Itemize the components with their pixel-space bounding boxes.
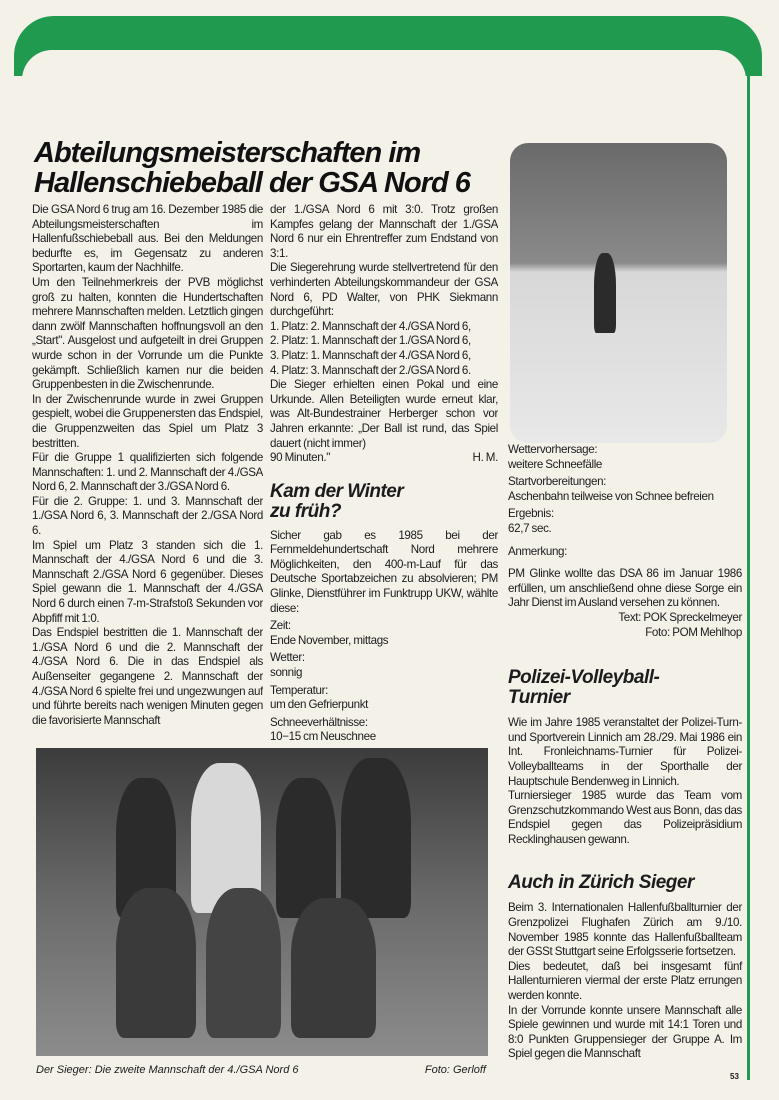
- fact-label: Schneeverhältnisse:: [270, 715, 368, 729]
- runner-figure: [594, 253, 616, 333]
- paragraph: Sicher gab es 1985 bei der Fernmeldehundertschaft Nord mehrere Möglichkeiten, den 400-m-Lauf für das Deutsche Sportabzeichen zu absolvieren; PM Glinke, Dienstführer im Funktrupp UKW, wählte diese:: [270, 528, 498, 615]
- fact-value: 62,7 sec.: [508, 521, 552, 535]
- paragraph: Beim 3. Internationalen Hallenfußballturnier der Grenzpolizei Flughafen Zürich am 9./10. November 1985 konnte das Hallenfußballteam der GSSt Stuttgart seine Erfolgsserie fortsetzen.: [508, 901, 742, 959]
- placing: 3. Platz: 1. Mannschaft der 4./GSA Nord 6,: [270, 348, 471, 362]
- placing: 4. Platz: 3. Mannschaft der 2./GSA Nord 6.: [270, 363, 471, 377]
- article3-title: [508, 668, 742, 708]
- remark-label: Anmerkung:: [508, 544, 568, 558]
- paragraph: Für die 2. Gruppe: 1. und 3. Mannschaft der 1./GSA Nord 6, 3. Mannschaft der 2./GSA Nord 6.: [32, 494, 263, 538]
- column2: [270, 203, 498, 746]
- page-number: 53: [730, 1072, 739, 1081]
- column3: [508, 440, 742, 1062]
- player-figure: [276, 778, 336, 918]
- fact-value: Aschenbahn teilweise von Schnee befreien: [508, 489, 714, 503]
- green-margin-rule: [747, 60, 750, 1080]
- team-photo: [36, 748, 488, 1056]
- fact-label: Startvorbereitungen:: [508, 475, 607, 489]
- article1-column1: [32, 203, 263, 746]
- title-line: Abteilungsmeisterschaften im: [34, 137, 421, 169]
- fact-value: um den Gefrierpunkt: [270, 698, 369, 712]
- article2-title: [270, 482, 498, 522]
- fact-value: sonnig: [270, 666, 303, 680]
- article4-title: Auch in Zürich Sieger: [508, 872, 694, 894]
- fact-label: Wettervorhersage:: [508, 443, 598, 456]
- fact-label: Wetter:: [270, 651, 305, 665]
- photo-credit: Foto: Gerloff: [424, 1064, 486, 1076]
- caption-text: Der Sieger: Die zweite Mannschaft der 4./GSA Nord 6: [36, 1064, 299, 1076]
- paragraph: Die Sieger erhielten einen Pokal und eine Urkunde. Allen Beteiligten wurde erneut klar, was Alt-Bundestrainer Herberger schon vor Jahren erkannte: „Der Ball ist rund, das Spiel dauert (nicht immer): [270, 378, 498, 450]
- paragraph: Dies bedeutet, daß bei insgesamt fünf Hallenturnieren viermal der erste Platz errungen werden konnte.: [508, 959, 742, 1003]
- closing-end: 90 Minuten.": [270, 451, 330, 465]
- paragraph: Für die Gruppe 1 qualifizierten sich folgende Mannschaften: 1. und 2. Mannschaft der 4./GSA Nord 6, 2. Mannschaft der 3./GSA Nord 6.: [32, 451, 263, 494]
- placing: 1. Platz: 2. Mannschaft der 4./GSA Nord 6,: [270, 319, 471, 333]
- paragraph: der 1./GSA Nord 6 mit 3:0. Trotz großen Kampfes gelang der Mannschaft der 1./GSA Nord 6 nur ein Ehrentreffer zum Endstand von 3:1.: [270, 203, 498, 260]
- paragraph: Im Spiel um Platz 3 standen sich die 1. Mannschaft der 4./GSA Nord 6 und die 3. Mannschaft 2./GSA Nord 6 gegenüber. Dieses Spiel gewann die 1. Mannschaft der 4./GSA Nord 6 durch einen 7-m-Strafstoß Sekunden vor Abpfiff mit 1:0.: [32, 538, 263, 625]
- remark: PM Glinke wollte das DSA 86 im Januar 1986 erfüllen, um anschließend ohne diese Sorge ein Jahr Dienst im Ausland versehen zu können.: [508, 567, 742, 610]
- paragraph: Turniersieger 1985 wurde das Team vom Grenzschutzkommando West aus Bonn, das das Endspiel gegen das Polizeipräsidium Recklinghausen gewann.: [508, 789, 742, 846]
- paragraph: Wie im Jahre 1985 veranstaltet der Polizei-Turn- und Sportverein Linnich am 28./29. Mai 1986 ein Int. Fronleichnams-Turnier für Polizei-Volleyballteams in der Sporthalle der Hauptschule Bendenweg in Linnich.: [508, 716, 742, 788]
- title-line: Hallenschiebeball der GSA Nord 6: [34, 167, 470, 199]
- title-line: Turnier: [508, 687, 570, 709]
- photo-caption: [36, 1064, 486, 1076]
- photo-credit: Foto: POM Mehlhop: [645, 625, 742, 639]
- text-credit: Text: POK Spreckelmeyer: [618, 610, 742, 624]
- author-initials: H. M.: [472, 451, 498, 465]
- title-line: Polizei-Volleyball-: [508, 667, 660, 689]
- fact-label: Zeit:: [270, 619, 291, 633]
- paragraph: Die Siegerehrung wurde stellvertretend für den verhinderten Abteilungskommandeur der GSA Nord 6, PD Walter, von PHK Siekmann durchgeführt:: [270, 261, 498, 319]
- paragraph: In der Vorrunde konnte unsere Mannschaft alle Spiele gewinnen und wurde mit 14:1 Toren und 8:0 Punkten Gruppensieger der Gruppe A. Im Spiel gegen die Mannschaft: [508, 1003, 742, 1061]
- fact-value: 10−15 cm Neuschnee: [270, 730, 376, 744]
- player-figure: [206, 888, 281, 1038]
- closing-line: [270, 451, 498, 466]
- fact-label: Ergebnis:: [508, 507, 554, 521]
- player-figure: [341, 758, 411, 918]
- player-figure: [116, 888, 196, 1038]
- article-title: [34, 138, 470, 198]
- title-line: zu früh?: [270, 500, 341, 522]
- fact-label: Temperatur:: [270, 683, 329, 697]
- snow-runner-photo: [510, 143, 727, 443]
- paragraph: Das Endspiel bestritten die 1. Mannschaft der 1./GSA Nord 6 und die 2. Mannschaft der 4./GSA Nord 6. Die in das Endspiel als Außenseiter gegangene 2. Mannschaft der 4./GSA Nord 6 spielte frei und ungezwungen auf und führte bereits nach wenigen Minuten gegen die favorisierte Mannschaft: [32, 626, 263, 727]
- player-figure: [291, 898, 376, 1038]
- fact-value: Ende November, mittags: [270, 633, 389, 647]
- header-band-cutout: [22, 50, 746, 90]
- fact-value: weitere Schneefälle: [508, 457, 603, 471]
- title-line: Kam der Winter: [270, 480, 404, 502]
- paragraph: Die GSA Nord 6 trug am 16. Dezember 1985 die Abteilungsmeisterschaften im Hallenfußschiebeball aus. Bei den Meldungen bedurfte es, im Gegensatz zu anderen Sportarten, kaum der Nachhilfe.: [32, 203, 263, 275]
- paragraph: In der Zwischenrunde wurde in zwei Gruppen gespielt, wobei die Gruppenersten das Endspiel, die Gruppenzweiten das Spiel um Platz 3 bestritten.: [32, 392, 263, 450]
- paragraph: Um den Teilnehmerkreis der PVB möglichst groß zu halten, konnten die Hundertschaften mehrere Mannschaften melden. Letztlich gingen dann zwölf Mannschaften hoffnungsvoll an den „Start". Ausgelost und aufgeteilt in drei Gruppen wurde schon in der Vorrunde um die Punkte gekämpft. Schließlich kamen nur die beiden Gruppenbesten in die Zwischenrunde.: [32, 275, 263, 392]
- placing: 2. Platz: 1. Mannschaft der 1./GSA Nord 6,: [270, 334, 471, 348]
